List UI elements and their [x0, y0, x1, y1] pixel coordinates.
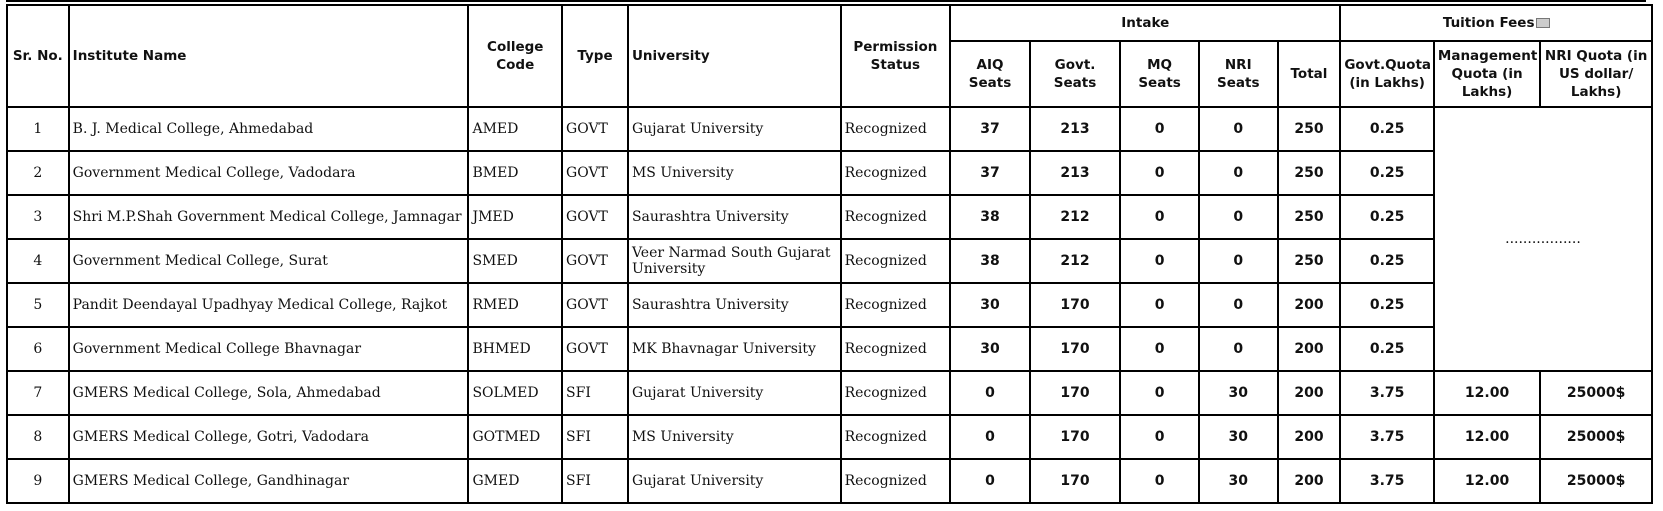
aiq-seats-cell: 0 — [950, 415, 1030, 459]
nri-seats-cell: 30 — [1199, 415, 1278, 459]
table-row — [7, 371, 1652, 415]
type-cell: SFI — [562, 415, 628, 459]
permission-status-cell: Recognized — [841, 195, 951, 239]
aiq-seats-cell: 38 — [950, 195, 1030, 239]
sr-no-cell: 5 — [7, 283, 69, 327]
table-body — [7, 107, 1652, 503]
university-cell: MS University — [628, 415, 841, 459]
nri-seats-cell: 0 — [1199, 151, 1278, 195]
sr-no-cell: 9 — [7, 459, 69, 503]
top-border — [6, 0, 1646, 2]
total-cell: 250 — [1278, 151, 1341, 195]
university-cell: Gujarat University — [628, 459, 841, 503]
col-header-govt-quota: Govt.Quota (in Lakhs) — [1340, 41, 1434, 107]
sr-no-cell: 3 — [7, 195, 69, 239]
university-cell: Gujarat University — [628, 371, 841, 415]
col-header-university: University — [628, 5, 841, 107]
institute-name-cell: GMERS Medical College, Gandhinagar — [69, 459, 469, 503]
permission-status-cell: Recognized — [841, 107, 951, 151]
table-row — [7, 459, 1652, 503]
college-code-cell: JMED — [468, 195, 562, 239]
permission-status-cell: Recognized — [841, 151, 951, 195]
total-cell: 250 — [1278, 195, 1341, 239]
mq-seats-cell: 0 — [1120, 371, 1199, 415]
mq-seats-cell: 0 — [1120, 107, 1199, 151]
document-page — [6, 4, 1653, 504]
total-cell: 200 — [1278, 327, 1341, 371]
institute-name-cell: Shri M.P.Shah Government Medical College, Jamnagar — [69, 195, 469, 239]
institute-name-cell: Government Medical College, Vadodara — [69, 151, 469, 195]
type-cell: GOVT — [562, 239, 628, 283]
college-code-cell: SMED — [468, 239, 562, 283]
college-code-cell: SOLMED — [468, 371, 562, 415]
management-quota-cell: 12.00 — [1434, 371, 1540, 415]
govt-quota-cell: 0.25 — [1340, 195, 1434, 239]
govt-seats-cell: 170 — [1030, 371, 1120, 415]
col-header-nri-quota: NRI Quota (in US dollar/ Lakhs) — [1540, 41, 1652, 107]
college-code-cell: AMED — [468, 107, 562, 151]
nri-seats-cell: 30 — [1199, 459, 1278, 503]
type-cell: GOVT — [562, 327, 628, 371]
mq-seats-cell: 0 — [1120, 283, 1199, 327]
total-cell: 200 — [1278, 371, 1341, 415]
table-row — [7, 107, 1652, 151]
type-cell: GOVT — [562, 195, 628, 239]
govt-quota-cell: 0.25 — [1340, 283, 1434, 327]
govt-seats-cell: 213 — [1030, 107, 1120, 151]
total-cell: 250 — [1278, 107, 1341, 151]
table-row — [7, 195, 1652, 239]
govt-quota-cell: 3.75 — [1340, 415, 1434, 459]
university-cell: Veer Narmad South Gujarat University — [628, 239, 841, 283]
col-header-mq-seats: MQ Seats — [1120, 41, 1199, 107]
university-cell: MK Bhavnagar University — [628, 327, 841, 371]
type-cell: SFI — [562, 371, 628, 415]
college-code-cell: GOTMED — [468, 415, 562, 459]
type-cell: GOVT — [562, 151, 628, 195]
total-cell: 200 — [1278, 415, 1341, 459]
college-code-cell: RMED — [468, 283, 562, 327]
aiq-seats-cell: 37 — [950, 107, 1030, 151]
tuition-fees-label: Tuition Fees — [1442, 15, 1535, 31]
permission-status-cell: Recognized — [841, 459, 951, 503]
mq-seats-cell: 0 — [1120, 151, 1199, 195]
aiq-seats-cell: 0 — [950, 371, 1030, 415]
nri-seats-cell: 0 — [1199, 195, 1278, 239]
col-header-type: Type — [562, 5, 628, 107]
institute-name-cell: GMERS Medical College, Gotri, Vadodara — [69, 415, 469, 459]
col-header-govt-seats: Govt. Seats — [1030, 41, 1120, 107]
col-header-total: Total — [1278, 41, 1341, 107]
nri-seats-cell: 30 — [1199, 371, 1278, 415]
sr-no-cell: 4 — [7, 239, 69, 283]
management-quota-cell: 12.00 — [1434, 415, 1540, 459]
govt-quota-cell: 0.25 — [1340, 151, 1434, 195]
mq-seats-cell: 0 — [1120, 239, 1199, 283]
institute-name-cell: Government Medical College Bhavnagar — [69, 327, 469, 371]
sr-no-cell: 7 — [7, 371, 69, 415]
university-cell: Saurashtra University — [628, 283, 841, 327]
govt-seats-cell: 170 — [1030, 459, 1120, 503]
col-header-intake: Intake — [950, 5, 1340, 41]
govt-quota-cell: 3.75 — [1340, 459, 1434, 503]
mq-seats-cell: 0 — [1120, 327, 1199, 371]
university-cell: Gujarat University — [628, 107, 841, 151]
aiq-seats-cell: 30 — [950, 327, 1030, 371]
govt-quota-cell: 0.25 — [1340, 107, 1434, 151]
col-header-sr-no: Sr. No. — [7, 5, 69, 107]
sr-no-cell: 1 — [7, 107, 69, 151]
nri-quota-cell: 25000$ — [1540, 459, 1652, 503]
seat-matrix-table — [6, 4, 1653, 504]
col-header-aiq-seats: AIQ Seats — [950, 41, 1030, 107]
permission-status-cell: Recognized — [841, 283, 951, 327]
total-cell: 200 — [1278, 459, 1341, 503]
college-code-cell: BMED — [468, 151, 562, 195]
col-header-tuition-fees — [1340, 5, 1652, 41]
table-row — [7, 415, 1652, 459]
mq-seats-cell: 0 — [1120, 415, 1199, 459]
col-header-college-code: College Code — [468, 5, 562, 107]
permission-status-cell: Recognized — [841, 239, 951, 283]
institute-name-cell: Government Medical College, Surat — [69, 239, 469, 283]
institute-name-cell: B. J. Medical College, Ahmedabad — [69, 107, 469, 151]
nri-quota-cell: 25000$ — [1540, 415, 1652, 459]
type-cell: GOVT — [562, 107, 628, 151]
mq-seats-cell: 0 — [1120, 459, 1199, 503]
table-row — [7, 327, 1652, 371]
sr-no-cell: 6 — [7, 327, 69, 371]
sr-no-cell: 8 — [7, 415, 69, 459]
govt-quota-cell: 3.75 — [1340, 371, 1434, 415]
university-cell: MS University — [628, 151, 841, 195]
institute-name-cell: GMERS Medical College, Sola, Ahmedabad — [69, 371, 469, 415]
govt-seats-cell: 170 — [1030, 415, 1120, 459]
management-quota-cell: 12.00 — [1434, 459, 1540, 503]
govt-seats-cell: 170 — [1030, 283, 1120, 327]
aiq-seats-cell: 30 — [950, 283, 1030, 327]
aiq-seats-cell: 0 — [950, 459, 1030, 503]
type-cell: SFI — [562, 459, 628, 503]
nri-seats-cell: 0 — [1199, 327, 1278, 371]
aiq-seats-cell: 37 — [950, 151, 1030, 195]
type-cell: GOVT — [562, 283, 628, 327]
university-cell: Saurashtra University — [628, 195, 841, 239]
total-cell: 200 — [1278, 283, 1341, 327]
sr-no-cell: 2 — [7, 151, 69, 195]
nri-seats-cell: 0 — [1199, 283, 1278, 327]
col-header-management-quota: Management Quota (in Lakhs) — [1434, 41, 1540, 107]
nri-seats-cell: 0 — [1199, 239, 1278, 283]
permission-status-cell: Recognized — [841, 327, 951, 371]
aiq-seats-cell: 38 — [950, 239, 1030, 283]
table-row — [7, 151, 1652, 195]
govt-quota-cell: 0.25 — [1340, 327, 1434, 371]
col-header-nri-seats: NRI Seats — [1199, 41, 1278, 107]
college-code-cell: GMED — [468, 459, 562, 503]
govt-seats-cell: 213 — [1030, 151, 1120, 195]
merged-fee-placeholder: ................. — [1434, 107, 1652, 371]
institute-name-cell: Pandit Deendayal Upadhyay Medical College, Rajkot — [69, 283, 469, 327]
small-image-icon — [1536, 18, 1550, 28]
permission-status-cell: Recognized — [841, 415, 951, 459]
table-row — [7, 283, 1652, 327]
mq-seats-cell: 0 — [1120, 195, 1199, 239]
govt-seats-cell: 212 — [1030, 195, 1120, 239]
govt-seats-cell: 212 — [1030, 239, 1120, 283]
nri-quota-cell: 25000$ — [1540, 371, 1652, 415]
col-header-institute-name: Institute Name — [69, 5, 469, 107]
permission-status-cell: Recognized — [841, 371, 951, 415]
college-code-cell: BHMED — [468, 327, 562, 371]
total-cell: 250 — [1278, 239, 1341, 283]
nri-seats-cell: 0 — [1199, 107, 1278, 151]
govt-quota-cell: 0.25 — [1340, 239, 1434, 283]
govt-seats-cell: 170 — [1030, 327, 1120, 371]
table-row — [7, 239, 1652, 283]
col-header-permission-status: Permission Status — [841, 5, 951, 107]
